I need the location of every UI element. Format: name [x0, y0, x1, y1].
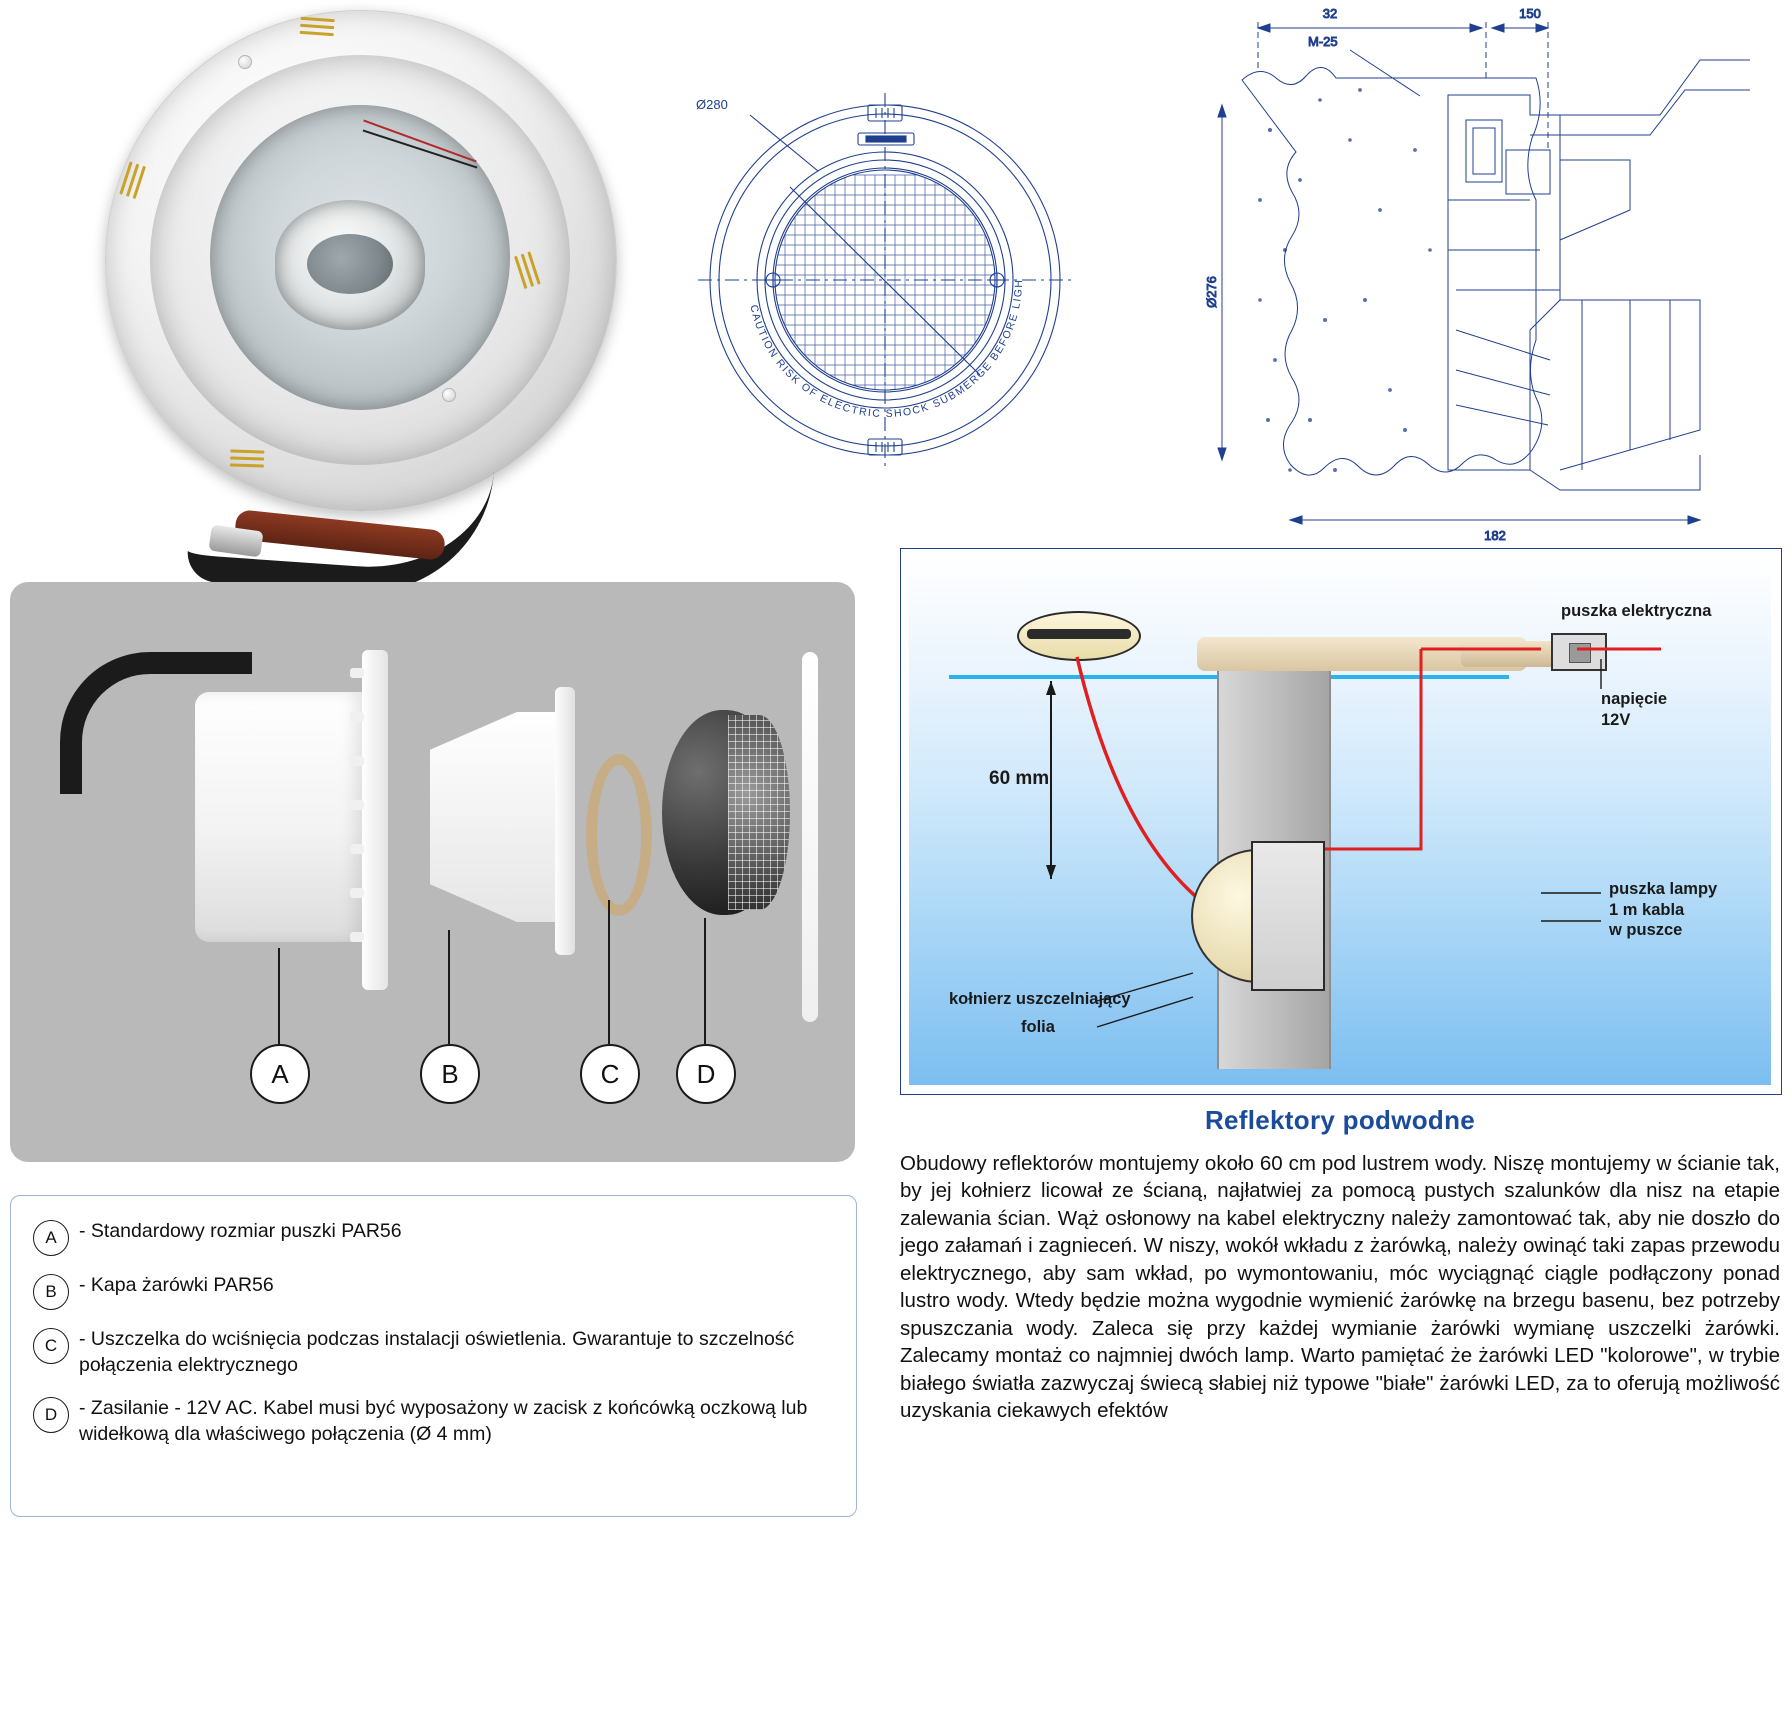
- label-lamp-box-line3: w puszce: [1609, 921, 1683, 940]
- label-lamp-box: [1609, 879, 1717, 941]
- callout-badge-a: [250, 1044, 310, 1104]
- leader-c: [608, 900, 610, 1044]
- screw-icon: [238, 55, 252, 69]
- part-a-housing: [195, 692, 365, 942]
- label-voltage-line1: napięcie: [1601, 690, 1668, 708]
- leader-d: [704, 918, 706, 1044]
- wiring-overlay: [901, 549, 1781, 1094]
- callout-label: B: [441, 1058, 459, 1089]
- legend-item-c: [33, 1326, 830, 1379]
- legend-item-a: [33, 1218, 830, 1256]
- callout-label: D: [696, 1058, 716, 1089]
- vent-slots-icon: [299, 17, 334, 41]
- part-a-flange: [362, 650, 388, 990]
- body-paragraph: Obudowy reflektorów montujemy około 60 cm pod lustrem wody. Niszę montujemy w ścianie tak, by jej kołnierz licował ze ścianą, najłatwiej za pomocą pustych szalunków dla nisz na etapie zalewania ścian. Wąż osłonowy na kabel elektryczny należy zamontować tak, aby nie doszło do jego załamań i zagnieceń. W niszy, wokół wkładu z żarówką, należy owinąć taki zapas przewodu elektrycznego, aby sam wkład, po wymontowaniu, móc wyciągnąć ciągle podłączony ponad lustro wody. Wtedy będzie można wygodnie wymienić żarówkę na brzegu basenu, bez potrzeby spuszczania wody. Zaleca się przy każdej wymianie żarówki wymianę uszczelki żarówki. Zalecamy montaż co najmniej dwóch lamp. Warto pamiętać że żarówki LED "kolorowe", w trybie białego światła zazwyczaj świecą słabiej niż typowe "białe" żarówki LED, za to oferują możliwość uzyskania ciekawych efektów: [900, 1152, 1780, 1423]
- callout-label: A: [271, 1058, 289, 1089]
- part-b-lamp-cap: [430, 712, 570, 922]
- label-voltage-line2: 12V: [1601, 710, 1631, 729]
- caution-ring-text: CAUTION RISK OF ELECTRIC SHOCK SUBMERGE BEFORE LIGHTING: [685, 66, 1026, 421]
- part-b-collar: [555, 687, 575, 955]
- legend-badge-c: [33, 1328, 69, 1364]
- product-photo: [60, 0, 640, 600]
- label-foil: folia: [1021, 1018, 1055, 1036]
- part-c-gasket: [586, 754, 652, 916]
- label-depth: 60 mm: [989, 768, 1050, 789]
- dim-150-label: 150: [1519, 6, 1541, 21]
- label-junction-box: puszka elektryczna: [1561, 602, 1712, 620]
- lamp-socket: [275, 200, 425, 330]
- legend-badge-label: A: [45, 1228, 57, 1247]
- callout-badge-d: [676, 1044, 736, 1104]
- legend-text-c: - Uszczelka do wciśnięcia podczas instalacji oświetlenia. Gwarantuje to szczelność połączenia elektrycznego: [79, 1328, 795, 1377]
- screw-icon: [442, 388, 456, 402]
- internal-wires: [360, 120, 490, 210]
- legend-box: [10, 1195, 857, 1517]
- callout-badge-b: [420, 1044, 480, 1104]
- leader-a: [278, 948, 280, 1044]
- legend-badge-a: [33, 1220, 69, 1256]
- front-diameter-label: Ø280: [696, 97, 728, 112]
- legend-badge-b: [33, 1274, 69, 1310]
- niche-box: [1251, 841, 1325, 991]
- front-view-drawing: [685, 66, 1080, 495]
- wall-plate: [802, 652, 818, 1022]
- pool-installation-diagram: [900, 548, 1782, 1095]
- exploded-view-panel: [10, 582, 855, 1162]
- legend-text-a: - Standardowy rozmiar puszki PAR56: [79, 1220, 402, 1242]
- label-lamp-box-line2: 1 m kabla: [1609, 900, 1685, 919]
- legend-item-b: [33, 1272, 830, 1310]
- section-view-drawing: [1204, 0, 1770, 560]
- section-title: Reflektory podwodne: [1204, 1105, 1476, 1135]
- callout-label: C: [600, 1058, 620, 1089]
- label-voltage: [1601, 689, 1667, 730]
- legend-text-d: - Zasilanie - 12V AC. Kabel musi być wyposażony w zacisk z końcówką oczkową lub widełkową dla właściwego połączenia (Ø 4 mm): [79, 1396, 808, 1445]
- part-d-lens: [728, 715, 790, 910]
- m25-label: M-25: [1308, 34, 1338, 49]
- legend-badge-label: B: [45, 1282, 57, 1301]
- leader-b: [448, 930, 450, 1044]
- dim-182-label: 182: [1484, 528, 1506, 543]
- legend-item-d: [33, 1395, 830, 1448]
- legend-text-b: - Kapa żarówki PAR56: [79, 1274, 274, 1296]
- label-sealing-flange: kołnierz uszczelniający: [949, 990, 1131, 1008]
- legend-badge-label: C: [44, 1336, 58, 1355]
- label-lamp-box-line1: puszka lampy: [1609, 880, 1718, 898]
- legend-badge-label: D: [44, 1404, 58, 1424]
- legend-badge-d: [33, 1397, 69, 1433]
- callout-badge-c: [580, 1044, 640, 1104]
- dim-32-label: 32: [1322, 6, 1338, 21]
- dim-276-label: Ø276: [1204, 276, 1219, 308]
